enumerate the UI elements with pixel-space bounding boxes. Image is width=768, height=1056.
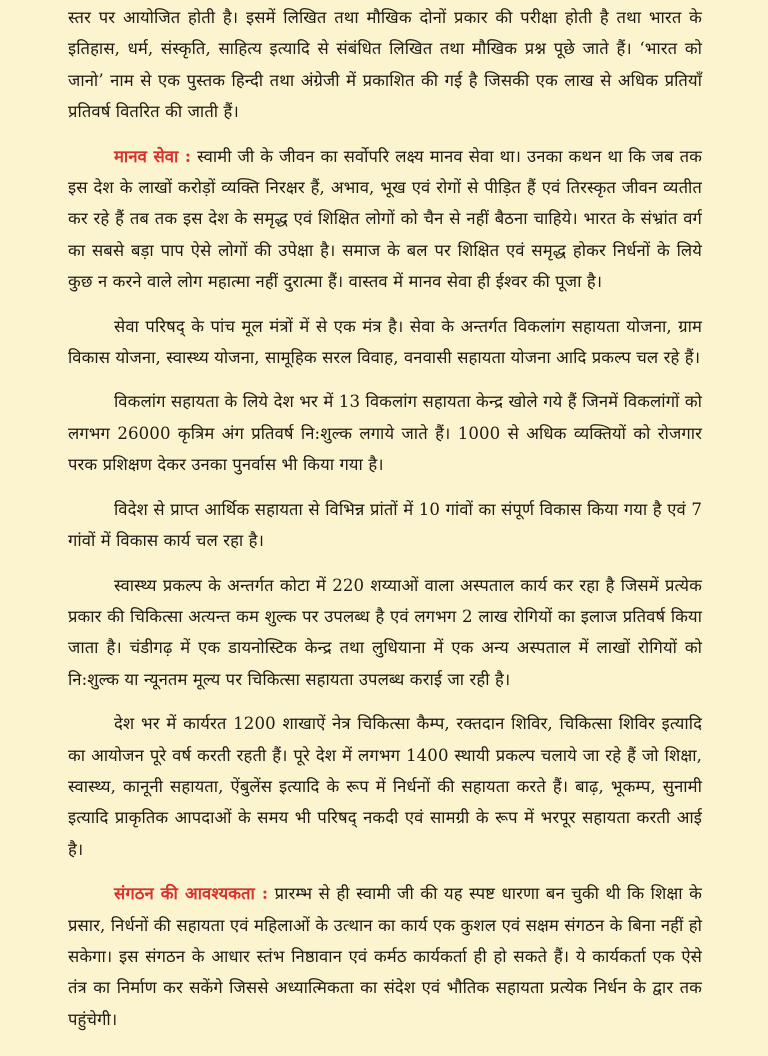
paragraph-text: स्वामी जी के जीवन का सर्वोपरि लक्ष्य मानव सेवा था। उनका कथन था कि जब तक इस देश के लाखों करोड़ों व्यक्ति निरक्षर हैं, अभाव, भूख एवं रोगों से पीड़ित हैं एवं तिरस्कृत जीवन व्यतीत कर रहे हैं तब तक इस देश के समृद्ध एवं शिक्षित लोगों को चैन से नहीं बैठना चाहिये। भारत के संभ्रांत वर्ग का सबसे बड़ा पाप ऐसे लोगों की उपेक्षा है। समाज के बल पर शिक्षित एवं समृद्ध होकर निर्धनों के लिये कुछ न करने वाले लोग महात्मा नहीं दुरात्मा हैं। वास्तव में मानव सेवा ही ईश्वर की पूजा है। [68,146,702,292]
paragraph-seva-parishad [68,311,702,374]
section-heading-sangathan: संगठन की आवश्यकता : [114,883,269,904]
paragraph-text: स्वास्थ्य प्रकल्प के अन्तर्गत कोटा में 220 शय्याओं वाला अस्पताल कार्य कर रहा है जिसमें प्रत्येक प्रकार की चिकित्सा अत्यन्त कम शुल्क पर उपलब्ध है एवं लगभग 2 लाख रोगियों का इलाज प्रतिवर्ष किया जाता है। चंडीगढ़ में एक डायनोस्टिक केन्द्र तथा लुधियाना में एक अन्य अस्पताल में लाखों रोगियों को नि:शुल्क या न्यूनतम मूल्य पर चिकित्सा सहायता उपलब्ध कराई जा रही है। [68,575,702,689]
paragraph-sangathan [68,878,702,1035]
paragraph-shakhayen [68,708,702,865]
paragraph-text: प्रारम्भ से ही स्वामी जी की यह स्पष्ट धारणा बन चुकी थी कि शिक्षा के प्रसार, निर्धनों की सहायता एवं महिलाओं के उत्थान का कार्य एक कुशल एवं सक्षम संगठन के बिना नहीं हो सकेगा। इस संगठन के आधार स्तंभ निष्ठावान एवं कर्मठ कार्यकर्ता ही हो सकते हैं। ये कार्यकर्ता एक ऐसे तंत्र का निर्माण कर सकेंगे जिससे अध्यात्मिकता का संदेश एवं भौतिक सहायता प्रत्येक निर्धन के द्वार तक पहुंचेगी। [68,884,702,1029]
paragraph-text: सेवा परिषद् के पांच मूल मंत्रों में से एक मंत्र है। सेवा के अन्तर्गत विकलांग सहायता योजना, ग्राम विकास योजना, स्वास्थ्य योजना, सामूहिक सरल विवाह, वनवासी सहायता योजना आदि प्रकल्प चल रहे हैं। [68,316,702,368]
paragraph-manav-seva [68,141,702,298]
paragraph-viklang-sahayata [68,386,702,480]
paragraph-text: विकलांग सहायता के लिये देश भर में 13 विकलांग सहायता केन्द्र खोले गये हैं जिनमें विकलांगों को लगभग 26000 कृत्रिम अंग प्रतिवर्ष नि:शुल्क लगाये जाते हैं। 1000 से अधिक व्यक्तियों को रोजगार परक प्रशिक्षण देकर उनका पुनर्वास भी किया गया है। [68,392,702,475]
paragraph-exam-continued [68,2,702,128]
paragraph-text: स्तर पर आयोजित होती है। इसमें लिखित तथा मौखिक दोनों प्रकार की परीक्षा होती है तथा भारत के इतिहास, धर्म, संस्कृति, साहित्य इत्यादि से संबंधित लिखित तथा मौखिक प्रश्न पूछे जाते हैं। ‘भारत को जानो’ नाम से एक पुस्तक हिन्दी तथा अंग्रेजी में प्रकाशित की गई है जिसकी एक लाख से अधिक प्रतियाँ प्रतिवर्ष वितरित की जाती हैं। [68,8,702,122]
paragraph-text: देश भर में कार्यरत 1200 शाखाऐं नेत्र चिकित्सा कैम्प, रक्तदान शिविर, चिकित्सा शिविर इत्यादि का आयोजन पूरे वर्ष करती रहती हैं। पूरे देश में लगभग 1400 स्थायी प्रकल्प चलाये जा रहे हैं जो शिक्षा, स्वास्थ्य, कानूनी सहायता, ऐंबुलेंस इत्यादि के रूप में निर्धनों की सहायता करते हैं। बाढ़, भूकम्प, सुनामी इत्यादि प्राकृतिक आपदाओं के समय भी परिषद् नकदी एवं सामग्री के रूप में भरपूर सहायता करती आई है। [68,714,702,859]
paragraph-swasthya-prakalp [68,570,702,696]
section-heading-manav-seva: मानव सेवा : [114,145,192,166]
paragraph-text: विदेश से प्राप्त आर्थिक सहायता से विभिन्न प्रांतों में 10 गांवों का संपूर्ण विकास किया गया है एवं 7 गांवों में विकास कार्य चल रहा है। [68,499,702,551]
paragraph-gram-vikas [68,494,702,557]
